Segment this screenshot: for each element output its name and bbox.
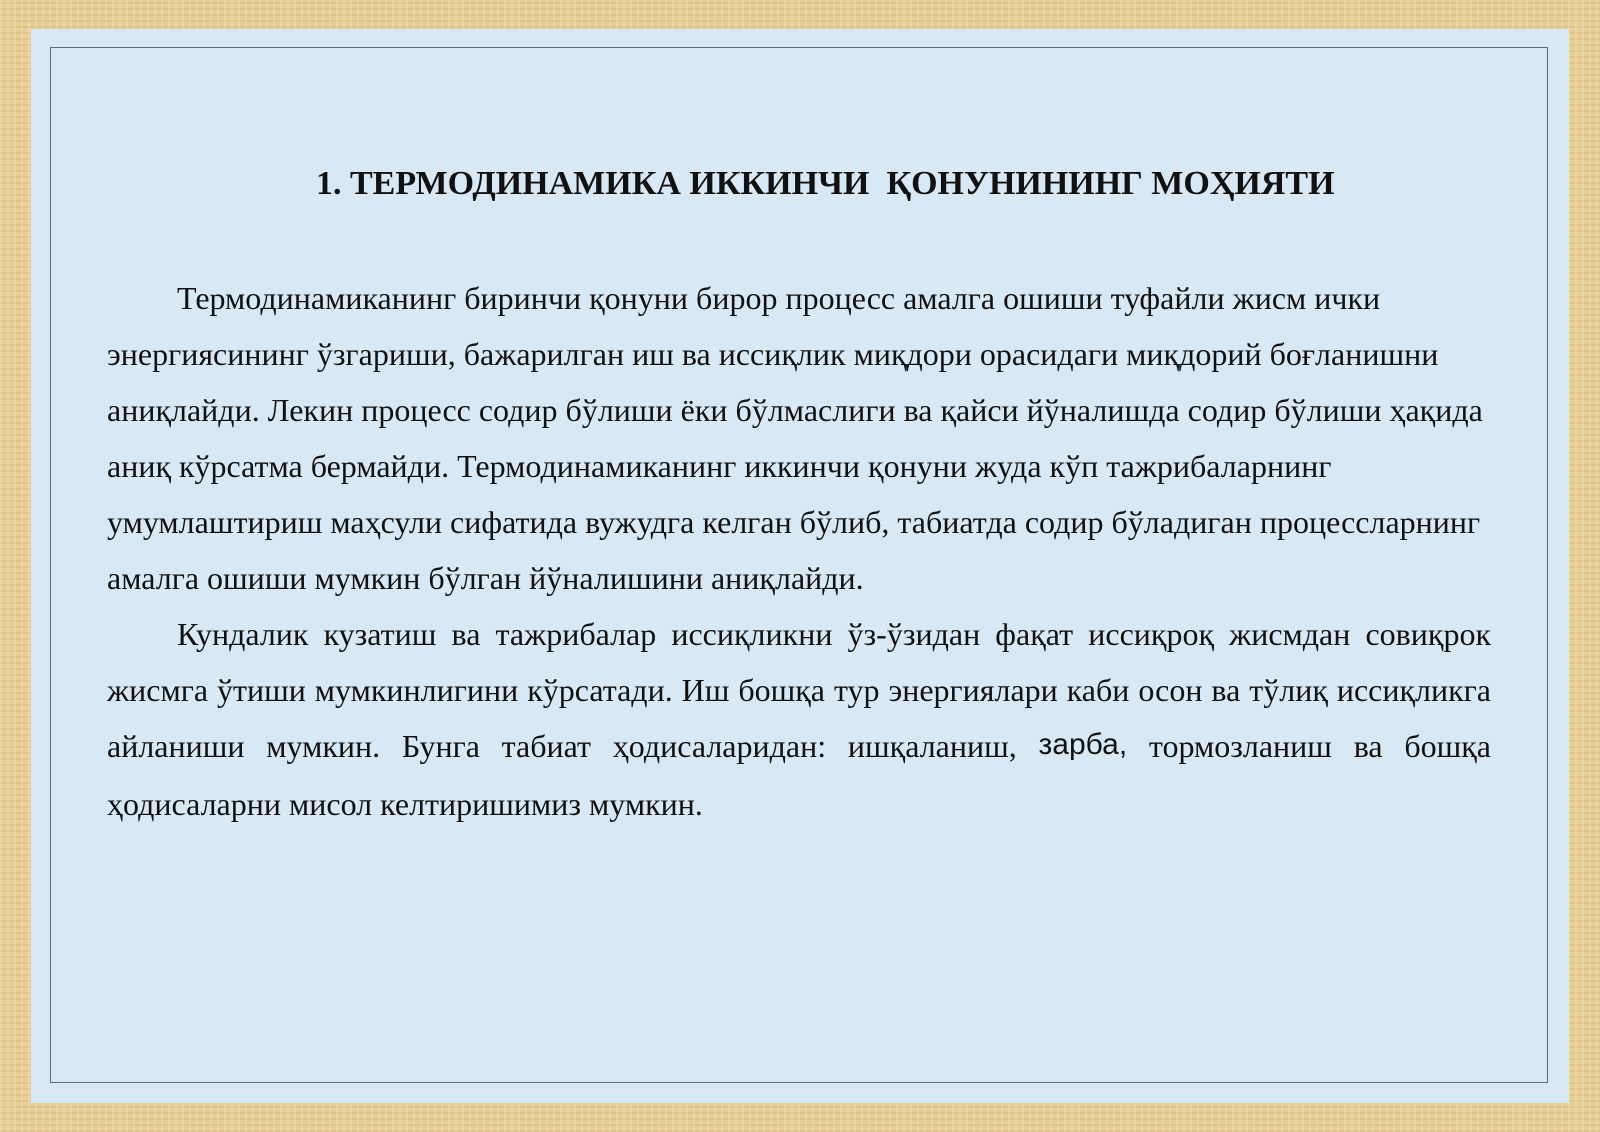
slide-title: 1. ТЕРМОДИНАМИКА ИККИНЧИ ҚОНУНИНИНГ МОҲИЯТИ — [316, 165, 1335, 202]
body-text — [107, 270, 1491, 832]
paragraph-first-law: Термодинамиканинг биринчи қонуни бирор процесс амалга ошиши туфайли жисм ички энергиясининг ўзгариши, бажарилган иш ва иссиқлик миқдори орасидаги миқдорий боғланишни аниқлайди. Лекин процесс содир бўлиши ёки бўлмаслиги ва қайси йўналишда содир бўлиши ҳақида аниқ кўрсатма бермайди. Термодинамиканинг иккинчи қонуни жуда кўп тажрибаларнинг умумлаштириш маҳсули сифатида вужудга келган бўлиб, табиатда содир бўладиган процессларнинг амалга ошиши мумкин бўлган йўналишини аниқлайди. — [107, 280, 1483, 596]
paragraph-observations — [107, 606, 1491, 832]
paragraph-observations-text: Кундалик кузатиш ва тажрибалар иссиқликни ўз-ўзидан фақат иссиқроқ жисмдан совиқрок жисмга ўтиши мумкинлигини кўрсатади. Иш бошқа тур энергиялари каби осон ва тўлиқ иссиқликга айланиши мумкин. Бунга табиат ҳодисаларидан: ишқаланиш, — [107, 616, 1491, 764]
paragraph-observations-ending: тормозланиш ва бошқа ҳодисаларни мисол келтиришимиз мумкин. — [107, 728, 1492, 822]
inline-word-impact: зарба, — [1038, 728, 1128, 761]
